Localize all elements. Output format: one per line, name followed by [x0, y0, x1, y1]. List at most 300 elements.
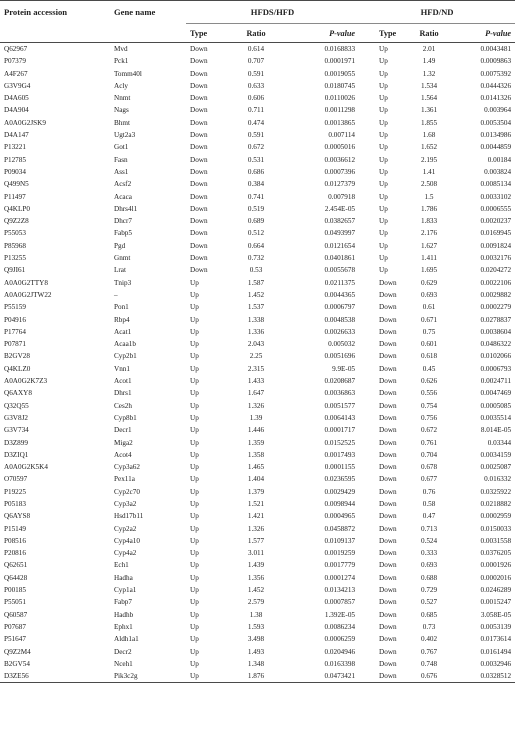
cell-pvalue-hfd-nd: 0.0075392: [480, 69, 512, 78]
table-row: [0, 559, 515, 571]
cell-pvalue-hfd-nd: 0.0032946: [480, 659, 512, 668]
cell-pvalue-hfd-nd: 0.0033102: [480, 192, 512, 201]
cell-pvalue-hfds-hfd: 0.0048538: [324, 315, 356, 324]
cell-gene-name: Lrat: [114, 266, 126, 275]
cell-type-hfds-hfd: Up: [190, 622, 199, 631]
cell-type-hfd-nd: Up: [379, 81, 388, 90]
table-row: [0, 584, 515, 596]
cell-ratio-hfds-hfd: 3.498: [247, 635, 265, 644]
cell-ratio-hfds-hfd: 1.326: [247, 524, 265, 533]
cell-ratio-hfd-nd: 0.685: [420, 610, 438, 619]
cell-ratio-hfds-hfd: 1.39: [249, 413, 263, 422]
cell-gene-name: Decr2: [114, 647, 132, 656]
cell-pvalue-hfd-nd: 0.0035514: [480, 413, 512, 422]
cell-ratio-hfd-nd: 2.508: [420, 180, 438, 189]
cell-protein-accession: P55159: [4, 303, 26, 312]
cell-pvalue-hfds-hfd: 0.0051577: [324, 401, 356, 410]
cell-ratio-hfds-hfd: 1.356: [247, 573, 265, 582]
cell-type-hfd-nd: Up: [379, 94, 388, 103]
cell-type-hfd-nd: Up: [379, 266, 388, 275]
cell-type-hfds-hfd: Down: [190, 229, 208, 238]
cell-type-hfd-nd: Down: [379, 315, 397, 324]
cell-pvalue-hfds-hfd: 0.0064143: [324, 413, 356, 422]
cell-ratio-hfds-hfd: 0.741: [247, 192, 265, 201]
cell-type-hfds-hfd: Up: [190, 389, 199, 398]
cell-pvalue-hfds-hfd: 0.0013865: [324, 118, 356, 127]
cell-pvalue-hfd-nd: 0.0141326: [480, 94, 512, 103]
cell-type-hfd-nd: Up: [379, 241, 388, 250]
cell-protein-accession: A0A0G2TTY8: [4, 278, 48, 287]
cell-type-hfds-hfd: Up: [190, 573, 199, 582]
cell-protein-accession: P04916: [4, 315, 26, 324]
cell-gene-name: Acot4: [114, 450, 132, 459]
cell-pvalue-hfd-nd: 0.00184: [487, 155, 512, 164]
cell-pvalue-hfd-nd: 0.0486322: [480, 340, 512, 349]
cell-type-hfd-nd: Down: [379, 438, 397, 447]
cell-gene-name: Dhrs4l1: [114, 204, 138, 213]
cell-ratio-hfds-hfd: 1.452: [247, 290, 265, 299]
table-row: [0, 424, 515, 436]
cell-pvalue-hfd-nd: 0.0038604: [480, 327, 512, 336]
cell-type-hfd-nd: Down: [379, 426, 397, 435]
cell-gene-name: Pik3c2g: [110, 670, 186, 683]
cell-pvalue-hfds-hfd: 0.0017493: [324, 450, 356, 459]
cell-ratio-hfds-hfd: 0.689: [247, 217, 265, 226]
cell-gene-name: Dhcr7: [114, 217, 132, 226]
cell-gene-name: Vnn1: [114, 364, 130, 373]
cell-ratio-hfd-nd: 0.556: [420, 389, 438, 398]
table-row: [0, 350, 515, 362]
cell-protein-accession: P07871: [4, 340, 26, 349]
cell-ratio-hfd-nd: 1.627: [420, 241, 438, 250]
cell-protein-accession: P13255: [4, 254, 26, 263]
cell-gene-name: Acsf2: [114, 180, 132, 189]
cell-ratio-hfd-nd: 0.626: [420, 377, 438, 386]
cell-ratio-hfd-nd: 0.671: [420, 315, 438, 324]
cell-type-hfd-nd: Down: [379, 463, 397, 472]
cell-protein-accession: A0A0G2K7Z3: [4, 377, 48, 386]
header-group-hfds-hfd: HFDS/HFD: [186, 1, 359, 24]
cell-type-hfd-nd: Down: [379, 610, 397, 619]
cell-ratio-hfd-nd: 1.855: [420, 118, 438, 127]
cell-type-hfd-nd: Down: [359, 670, 403, 683]
cell-pvalue-hfds-hfd: 0.0006797: [324, 303, 356, 312]
cell-type-hfds-hfd: Up: [190, 536, 199, 545]
table-row: [0, 141, 515, 153]
cell-protein-accession: Q60587: [4, 610, 28, 619]
cell-ratio-hfds-hfd: 1.593: [247, 622, 265, 631]
cell-type-hfds-hfd: Up: [186, 670, 230, 683]
cell-type-hfds-hfd: Up: [190, 315, 199, 324]
cell-pvalue-hfds-hfd: 0.0236595: [324, 475, 356, 484]
cell-ratio-hfds-hfd: 1.348: [247, 659, 265, 668]
cell-ratio-hfds-hfd: 0.672: [247, 143, 265, 152]
cell-gene-name: Dhrs1: [114, 389, 132, 398]
cell-type-hfd-nd: Down: [379, 487, 397, 496]
header-empty: [110, 24, 186, 43]
cell-ratio-hfds-hfd: 1.876: [230, 670, 282, 683]
cell-type-hfd-nd: Down: [379, 536, 397, 545]
cell-type-hfds-hfd: Up: [190, 438, 199, 447]
table-row: [0, 535, 515, 547]
cell-protein-accession: Q64428: [4, 573, 28, 582]
cell-type-hfd-nd: Up: [379, 180, 388, 189]
cell-ratio-hfds-hfd: 1.421: [247, 512, 265, 521]
cell-ratio-hfd-nd: 0.676: [403, 670, 455, 683]
cell-gene-name: Hadha: [114, 573, 133, 582]
cell-type-hfd-nd: Up: [379, 204, 388, 213]
cell-pvalue-hfds-hfd: 0.0029429: [324, 487, 356, 496]
cell-protein-accession: Q32Q55: [4, 401, 29, 410]
table-row: [0, 363, 515, 375]
table-row: [0, 523, 515, 535]
cell-type-hfd-nd: Down: [379, 475, 397, 484]
cell-ratio-hfd-nd: 2.01: [422, 45, 436, 53]
cell-pvalue-hfd-nd: 0.0376205: [480, 549, 512, 558]
cell-ratio-hfds-hfd: 1.326: [247, 401, 265, 410]
table-row: [0, 68, 515, 80]
cell-type-hfd-nd: Up: [379, 45, 388, 53]
cell-ratio-hfds-hfd: 1.587: [247, 278, 265, 287]
cell-ratio-hfds-hfd: 1.338: [247, 315, 265, 324]
table-row: [0, 449, 515, 461]
table-row: [0, 154, 515, 166]
cell-pvalue-hfds-hfd: 0.0051696: [324, 352, 356, 361]
cell-type-hfd-nd: Down: [379, 524, 397, 533]
cell-type-hfd-nd: Down: [379, 364, 397, 373]
cell-pvalue-hfd-nd: 8.014E-05: [480, 426, 512, 435]
cell-gene-name: Fabp5: [114, 229, 132, 238]
cell-type-hfds-hfd: Up: [190, 475, 199, 484]
cell-protein-accession: P15149: [4, 524, 26, 533]
cell-pvalue-hfd-nd: 0.0025087: [480, 463, 512, 472]
cell-type-hfds-hfd: Up: [190, 340, 199, 349]
cell-type-hfd-nd: Down: [379, 499, 397, 508]
cell-ratio-hfds-hfd: 0.591: [247, 131, 265, 140]
table-row: [0, 486, 515, 498]
cell-protein-accession: P55053: [4, 229, 26, 238]
cell-type-hfd-nd: Down: [379, 635, 397, 644]
cell-protein-accession: D4A147: [4, 131, 29, 140]
cell-ratio-hfds-hfd: 1.446: [247, 426, 265, 435]
cell-type-hfds-hfd: Up: [190, 598, 199, 607]
cell-pvalue-hfd-nd: 0.0246289: [480, 586, 512, 595]
cell-ratio-hfd-nd: 1.68: [422, 131, 436, 140]
cell-protein-accession: Q4KLP0: [4, 204, 30, 213]
cell-gene-name: Decr1: [114, 426, 132, 435]
cell-pvalue-hfd-nd: 0.016332: [484, 475, 512, 484]
cell-pvalue-hfds-hfd: 0.0098944: [324, 499, 356, 508]
cell-protein-accession: Q6AXY8: [4, 389, 32, 398]
table-row: [0, 240, 515, 252]
table-row: [0, 43, 515, 56]
cell-ratio-hfd-nd: 0.713: [420, 524, 438, 533]
cell-pvalue-hfds-hfd: 0.0134213: [324, 586, 356, 595]
cell-ratio-hfd-nd: 0.333: [420, 549, 438, 558]
cell-ratio-hfd-nd: 2.195: [420, 155, 438, 164]
cell-gene-name: Acat1: [114, 327, 132, 336]
cell-pvalue-hfd-nd: 0.0002279: [480, 303, 512, 312]
table-row: [0, 191, 515, 203]
cell-gene-name: Pgd: [114, 241, 126, 250]
cell-protein-accession: D3ZE56: [0, 670, 110, 683]
cell-type-hfd-nd: Down: [379, 512, 397, 521]
cell-type-hfds-hfd: Up: [190, 401, 199, 410]
cell-protein-accession: P19225: [4, 487, 26, 496]
cell-pvalue-hfd-nd: 0.0053139: [480, 622, 512, 631]
cell-pvalue-hfds-hfd: 0.005032: [328, 340, 356, 349]
cell-type-hfds-hfd: Down: [190, 118, 208, 127]
cell-protein-accession: Q499N5: [4, 180, 29, 189]
cell-pvalue-hfd-nd: 0.0278837: [480, 315, 512, 324]
cell-pvalue-hfd-nd: 0.0031558: [480, 536, 512, 545]
cell-pvalue-hfd-nd: 0.0002959: [480, 512, 512, 521]
cell-protein-accession: A0A0G2JTW22: [4, 290, 52, 299]
cell-type-hfd-nd: Down: [379, 586, 397, 595]
cell-ratio-hfd-nd: 0.629: [420, 278, 438, 287]
table-row: [0, 633, 515, 645]
cell-pvalue-hfd-nd: 0.0044859: [480, 143, 512, 152]
cell-type-hfd-nd: Down: [379, 659, 397, 668]
cell-pvalue-hfds-hfd: 0.0458872: [324, 524, 356, 533]
cell-type-hfds-hfd: Down: [190, 94, 208, 103]
cell-pvalue-hfd-nd: 0.0001926: [480, 561, 512, 570]
cell-type-hfds-hfd: Up: [190, 364, 199, 373]
cell-ratio-hfd-nd: 0.678: [420, 463, 438, 472]
cell-ratio-hfds-hfd: 1.452: [247, 586, 265, 595]
cell-type-hfd-nd: Down: [379, 598, 397, 607]
cell-pvalue-hfds-hfd: 0.0473421: [282, 670, 359, 683]
cell-gene-name: Acot1: [114, 377, 132, 386]
cell-gene-name: –: [114, 290, 118, 299]
cell-protein-accession: P12785: [4, 155, 26, 164]
cell-protein-accession: Q62967: [4, 45, 28, 53]
cell-type-hfd-nd: Down: [379, 377, 397, 386]
cell-pvalue-hfd-nd: 0.0005085: [480, 401, 512, 410]
cell-type-hfd-nd: Up: [379, 106, 388, 115]
cell-gene-name: Ass1: [114, 167, 129, 176]
cell-gene-name: Cyp2b1: [114, 352, 137, 361]
table-row: [0, 203, 515, 215]
cell-type-hfd-nd: Down: [379, 413, 397, 422]
cell-ratio-hfds-hfd: 0.53: [249, 266, 263, 275]
cell-pvalue-hfd-nd: 0.0009863: [480, 57, 512, 66]
cell-gene-name: Cyp2a2: [114, 524, 137, 533]
cell-type-hfds-hfd: Down: [190, 155, 208, 164]
cell-ratio-hfd-nd: 1.564: [420, 94, 438, 103]
cell-type-hfd-nd: Down: [379, 450, 397, 459]
table-row: [0, 227, 515, 239]
cell-type-hfd-nd: Down: [379, 622, 397, 631]
cell-gene-name: Pck1: [114, 57, 129, 66]
cell-gene-name: Fasn: [114, 155, 128, 164]
cell-pvalue-hfds-hfd: 0.0055678: [324, 266, 356, 275]
cell-pvalue-hfds-hfd: 0.007918: [328, 192, 356, 201]
cell-protein-accession: Q9JI61: [4, 266, 26, 275]
cell-ratio-hfd-nd: 0.58: [422, 499, 436, 508]
cell-gene-name: Nceh1: [114, 659, 133, 668]
cell-protein-accession: P51647: [4, 635, 26, 644]
cell-type-hfds-hfd: Up: [190, 377, 199, 386]
table-row: [0, 387, 515, 399]
cell-gene-name: Cyp3a62: [114, 463, 140, 472]
cell-gene-name: Tomm40l: [114, 69, 142, 78]
cell-type-hfds-hfd: Down: [190, 204, 208, 213]
cell-pvalue-hfd-nd: 0.0091824: [480, 241, 512, 250]
cell-gene-name: Got1: [114, 143, 129, 152]
cell-type-hfds-hfd: Up: [190, 610, 199, 619]
cell-protein-accession: A0A0G2JSK9: [4, 118, 46, 127]
cell-type-hfd-nd: Down: [379, 303, 397, 312]
cell-type-hfd-nd: Up: [379, 229, 388, 238]
cell-type-hfds-hfd: Down: [190, 69, 208, 78]
cell-protein-accession: A4F267: [4, 69, 28, 78]
cell-pvalue-hfds-hfd: 0.0180745: [324, 81, 356, 90]
cell-gene-name: Tnip3: [114, 278, 132, 287]
cell-type-hfds-hfd: Up: [190, 463, 199, 472]
cell-protein-accession: P85968: [4, 241, 26, 250]
cell-protein-accession: A0A0G2K5K4: [4, 463, 48, 472]
cell-pvalue-hfd-nd: 0.0022106: [480, 278, 512, 287]
cell-ratio-hfds-hfd: 0.614: [247, 45, 265, 53]
cell-ratio-hfd-nd: 0.754: [420, 401, 438, 410]
cell-protein-accession: G3V734: [4, 426, 29, 435]
cell-ratio-hfds-hfd: 1.493: [247, 647, 265, 656]
table-row: [0, 498, 515, 510]
table-row: [0, 166, 515, 178]
cell-gene-name: Ephx1: [114, 622, 133, 631]
cell-pvalue-hfd-nd: 0.03344: [487, 438, 512, 447]
table-row: [0, 326, 515, 338]
cell-pvalue-hfd-nd: 0.0043481: [480, 45, 512, 53]
cell-type-hfd-nd: Down: [379, 549, 397, 558]
table-row: [0, 314, 515, 326]
table-row: [0, 621, 515, 633]
cell-gene-name: Cyp8b1: [114, 413, 137, 422]
header-gene-name: Gene name: [110, 1, 186, 24]
cell-type-hfds-hfd: Down: [190, 57, 208, 66]
cell-ratio-hfd-nd: 0.729: [420, 586, 438, 595]
cell-type-hfds-hfd: Up: [190, 426, 199, 435]
cell-type-hfds-hfd: Up: [190, 450, 199, 459]
table-row: [0, 252, 515, 264]
cell-protein-accession: P17764: [4, 327, 26, 336]
cell-pvalue-hfds-hfd: 0.0110026: [324, 94, 356, 103]
cell-ratio-hfds-hfd: 1.537: [247, 303, 265, 312]
cell-pvalue-hfds-hfd: 0.0019055: [324, 69, 356, 78]
cell-pvalue-hfds-hfd: 0.0168833: [324, 45, 356, 53]
cell-gene-name: Cyp4a2: [114, 549, 137, 558]
cell-pvalue-hfds-hfd: 0.007114: [328, 131, 356, 140]
table-row: [0, 375, 515, 387]
table-row: [0, 277, 515, 289]
cell-type-hfds-hfd: Up: [190, 524, 199, 533]
cell-pvalue-hfds-hfd: 0.0401861: [324, 254, 356, 263]
cell-pvalue-hfd-nd: 0.0006793: [480, 364, 512, 373]
cell-pvalue-hfds-hfd: 0.0493997: [324, 229, 356, 238]
table-row: [0, 301, 515, 313]
cell-pvalue-hfds-hfd: 0.0001971: [324, 57, 356, 66]
cell-pvalue-hfds-hfd: 9.9E-05: [332, 364, 356, 373]
cell-pvalue-hfds-hfd: 0.0086234: [324, 622, 356, 631]
cell-ratio-hfds-hfd: 1.647: [247, 389, 265, 398]
cell-ratio-hfds-hfd: 1.358: [247, 450, 265, 459]
cell-ratio-hfd-nd: 1.411: [421, 254, 437, 263]
cell-protein-accession: Q4KLZ0: [4, 364, 31, 373]
cell-pvalue-hfd-nd: 0.0173614: [480, 635, 512, 644]
cell-protein-accession: P05183: [4, 499, 26, 508]
cell-gene-name: Miga2: [114, 438, 133, 447]
cell-ratio-hfd-nd: 1.5: [424, 192, 434, 201]
cell-pvalue-hfd-nd: 0.0029882: [480, 290, 512, 299]
cell-gene-name: Gnmt: [114, 254, 131, 263]
cell-protein-accession: D4A904: [4, 106, 29, 115]
cell-ratio-hfds-hfd: 2.579: [247, 598, 265, 607]
cell-protein-accession: P07379: [4, 57, 26, 66]
cell-pvalue-hfd-nd: 0.0169945: [480, 229, 512, 238]
header-row-groups: [0, 1, 515, 24]
cell-pvalue-hfd-nd: 0.003824: [484, 167, 512, 176]
cell-type-hfd-nd: Up: [379, 192, 388, 201]
cell-ratio-hfds-hfd: 1.521: [247, 499, 265, 508]
cell-pvalue-hfds-hfd: 2.454E-05: [324, 204, 356, 213]
cell-ratio-hfds-hfd: 0.531: [247, 155, 265, 164]
cell-ratio-hfds-hfd: 0.633: [247, 81, 265, 90]
cell-type-hfds-hfd: Down: [190, 106, 208, 115]
cell-gene-name: Ech1: [114, 561, 129, 570]
cell-pvalue-hfds-hfd: 0.0001274: [324, 573, 356, 582]
table-row: [0, 104, 515, 116]
cell-protein-accession: P00185: [4, 586, 26, 595]
cell-ratio-hfd-nd: 0.75: [422, 327, 436, 336]
header-type-2: Type: [359, 24, 403, 43]
cell-ratio-hfd-nd: 0.47: [422, 512, 436, 521]
cell-ratio-hfds-hfd: 3.011: [248, 549, 264, 558]
cell-protein-accession: D3Z899: [4, 438, 28, 447]
cell-type-hfds-hfd: Down: [190, 167, 208, 176]
cell-type-hfd-nd: Up: [379, 167, 388, 176]
table-row: [0, 289, 515, 301]
cell-ratio-hfds-hfd: 2.043: [247, 340, 265, 349]
cell-gene-name: Pon1: [114, 303, 129, 312]
cell-gene-name: Mvd: [114, 45, 128, 53]
table-row: [0, 461, 515, 473]
cell-ratio-hfds-hfd: 1.439: [247, 561, 265, 570]
header-ratio-1: Ratio: [230, 24, 282, 43]
cell-protein-accession: O70597: [4, 475, 28, 484]
cell-gene-name: Acaa1b: [114, 340, 136, 349]
cell-ratio-hfd-nd: 0.672: [420, 426, 438, 435]
cell-ratio-hfd-nd: 1.833: [420, 217, 438, 226]
cell-gene-name: Pex11a: [114, 475, 135, 484]
cell-gene-name: Cyp1a1: [114, 586, 137, 595]
cell-pvalue-hfds-hfd: 0.0017779: [324, 561, 356, 570]
cell-type-hfd-nd: Down: [379, 340, 397, 349]
cell-type-hfds-hfd: Up: [190, 586, 199, 595]
cell-ratio-hfds-hfd: 1.379: [247, 487, 265, 496]
cell-gene-name: Cyp3a2: [114, 499, 137, 508]
cell-ratio-hfds-hfd: 1.577: [247, 536, 265, 545]
cell-ratio-hfd-nd: 0.618: [420, 352, 438, 361]
table-row: [0, 510, 515, 522]
cell-ratio-hfd-nd: 0.76: [422, 487, 436, 496]
cell-type-hfds-hfd: Down: [190, 192, 208, 201]
cell-ratio-hfds-hfd: 0.512: [247, 229, 265, 238]
table-row: [0, 215, 515, 227]
cell-protein-accession: P20816: [4, 549, 26, 558]
cell-ratio-hfd-nd: 1.534: [420, 81, 438, 90]
table-row: [0, 646, 515, 658]
